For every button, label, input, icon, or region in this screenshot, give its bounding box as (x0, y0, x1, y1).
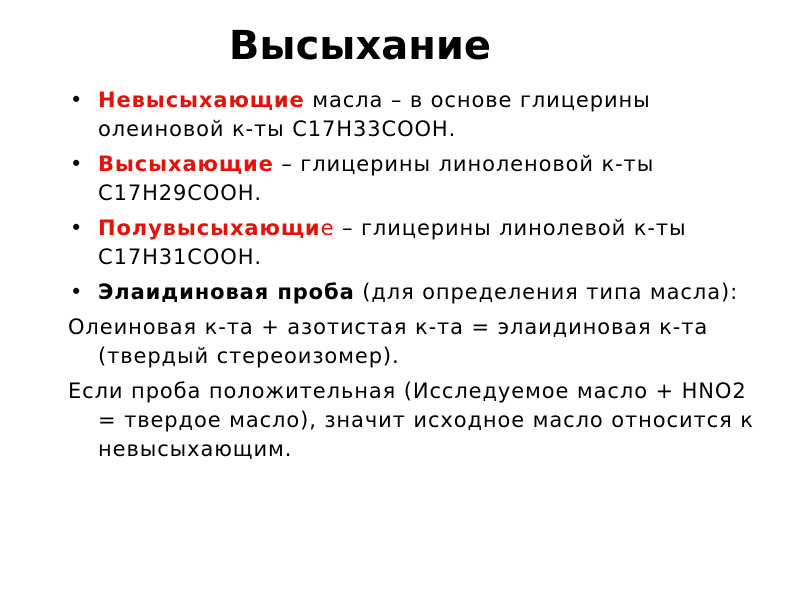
paragraph-reaction: Олеиновая к-та + азотистая к-та = элаидиновая к-та (твердый стереоизомер). (68, 315, 709, 368)
bullet-text: (для определения типа масла): (354, 280, 739, 304)
bullet-term: Полувысыхающи (98, 216, 321, 240)
bullet-text: масла – в основе глицерины олеиновой к-ты С17Н33СООН. (98, 88, 651, 141)
bullet-term: Элаидиновая проба (98, 280, 355, 304)
bullet-non-drying (68, 86, 758, 144)
bullet-marker: • (70, 152, 84, 176)
bullet-marker: • (70, 88, 84, 112)
paragraph-conclusion: Если проба положительная (Исследуемое масло + HNO2 = твердое масло), значит исходное масло относится к невысыхающим. (68, 379, 754, 461)
bullet-elaidin-test (68, 278, 758, 307)
slide-content (68, 86, 758, 470)
bullet-marker: • (70, 216, 84, 240)
bullet-term-tail: е (320, 216, 335, 240)
bullet-text: – глицерины линоленовой к-ты С17Н29СООН. (98, 152, 655, 205)
slide-title: Высыхание (228, 23, 492, 69)
bullet-semi-drying (68, 214, 758, 272)
bullet-term: Высыхающие (98, 152, 274, 176)
bullet-text: – глицерины линолевой к-ты С17Н31СООН. (98, 216, 687, 269)
bullet-marker: • (70, 280, 84, 304)
bullet-term: Невысыхающие (98, 88, 305, 112)
bullet-drying (68, 150, 758, 208)
